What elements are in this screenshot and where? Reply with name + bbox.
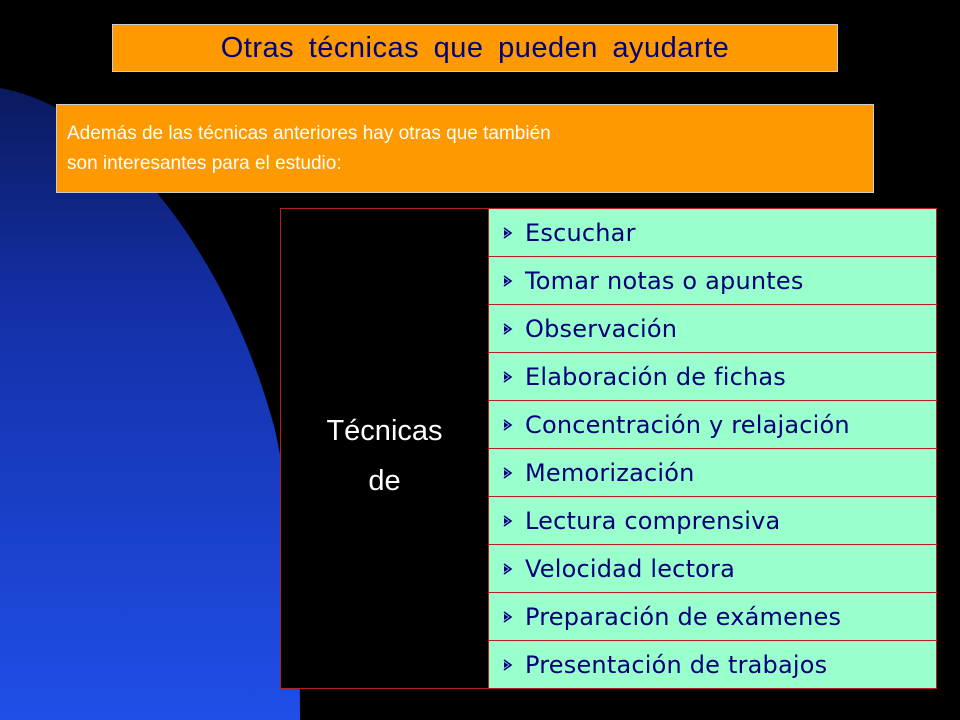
intro-line-2: son interesantes para el estudio:	[67, 153, 342, 174]
arrow-bullet-icon	[501, 658, 515, 672]
list-item-label: Concentración y relajación	[525, 410, 850, 439]
intro-box	[56, 104, 874, 193]
intro-line-1: Además de las técnicas anteriores hay otras que también	[67, 123, 551, 144]
techniques-label-cell	[281, 209, 489, 688]
arrow-bullet-icon	[501, 226, 515, 240]
list-item	[489, 257, 936, 305]
arrow-bullet-icon	[501, 370, 515, 384]
list-item-label: Elaboración de fichas	[525, 362, 786, 391]
list-item-label: Tomar notas o apuntes	[525, 266, 804, 295]
list-item	[489, 209, 936, 257]
arrow-bullet-icon	[501, 610, 515, 624]
title-banner	[112, 24, 838, 72]
arrow-bullet-icon	[501, 562, 515, 576]
list-item-label: Observación	[525, 314, 678, 343]
arrow-bullet-icon	[501, 274, 515, 288]
list-item	[489, 497, 936, 545]
techniques-label-line-2: de	[368, 464, 401, 497]
list-item	[489, 449, 936, 497]
list-item-label: Velocidad lectora	[525, 554, 736, 583]
list-item	[489, 401, 936, 449]
arrow-bullet-icon	[501, 322, 515, 336]
list-item-label: Escuchar	[525, 218, 636, 247]
arrow-bullet-icon	[501, 514, 515, 528]
list-item-label: Lectura comprensiva	[525, 506, 781, 535]
arrow-bullet-icon	[501, 466, 515, 480]
list-item	[489, 305, 936, 353]
list-item	[489, 545, 936, 593]
list-item-label: Memorización	[525, 458, 695, 487]
list-item-label: Preparación de exámenes	[525, 602, 842, 631]
list-item	[489, 353, 936, 401]
list-item	[489, 593, 936, 641]
list-item	[489, 641, 936, 688]
list-item-label: Presentación de trabajos	[525, 650, 828, 679]
techniques-list	[489, 209, 936, 688]
techniques-label-line-1: Técnicas	[326, 414, 443, 447]
arrow-bullet-icon	[501, 418, 515, 432]
techniques-table	[280, 208, 937, 689]
slide-title: Otras técnicas que pueden ayudarte	[220, 31, 730, 64]
